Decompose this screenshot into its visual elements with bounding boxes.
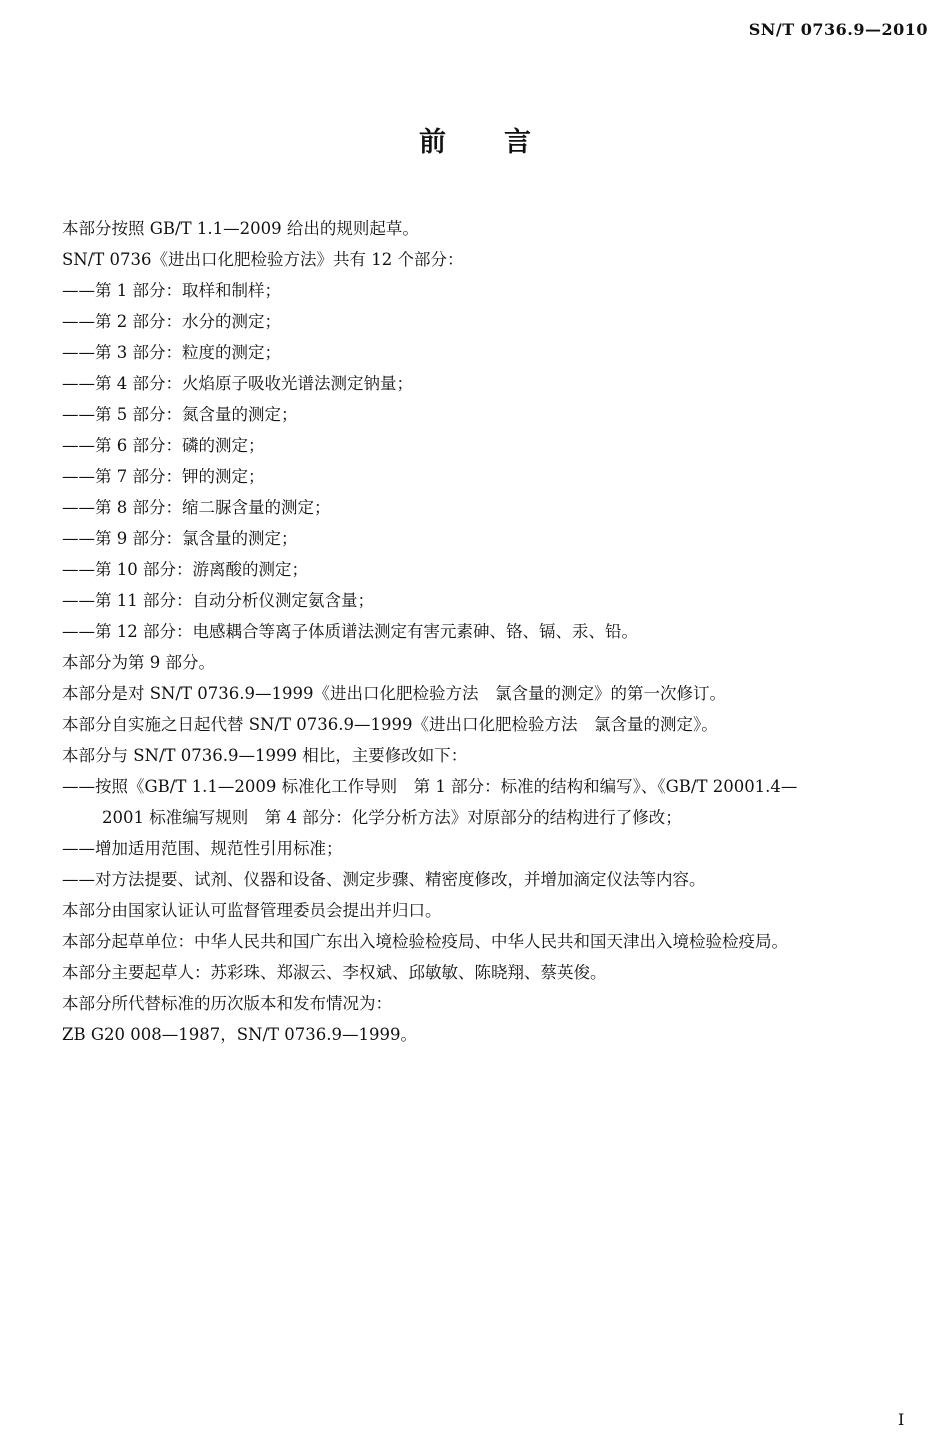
part-list-item: ——第 3 部分：粒度的测定； — [62, 343, 281, 362]
part-list-item: ——第 8 部分：缩二脲含量的测定； — [62, 498, 331, 517]
part-list-item: ——第 9 部分：氯含量的测定； — [62, 529, 298, 548]
standard-code-header: SN/T 0736.9—2010 — [748, 20, 928, 39]
foreword-body — [20, 213, 932, 1050]
replaces-line: 本部分自实施之日起代替 SN/T 0736.9—1999《进出口化肥检验方法 氯含量的测定》。 — [62, 715, 718, 734]
part-list-item: ——第 10 部分：游离酸的测定； — [62, 560, 308, 579]
part-list-item: ——第 11 部分：自动分析仪测定氨含量； — [62, 591, 374, 610]
revision-line: 本部分是对 SN/T 0736.9—1999《进出口化肥检验方法 氯含量的测定》的第一次修订。 — [62, 684, 727, 703]
part-list-item: ——第 12 部分：电感耦合等离子体质谱法测定有害元素砷、铬、镉、汞、铅。 — [62, 622, 638, 641]
part-list-item: ——第 4 部分：火焰原子吸收光谱法测定钠量； — [62, 374, 413, 393]
drafters-line: 本部分主要起草人：苏彩珠、郑淑云、李权斌、邱敏敏、陈晓翔、蔡英俊。 — [62, 963, 607, 982]
change-item-continuation: 2001 标准编写规则 第 4 部分：化学分析方法》对原部分的结构进行了修改； — [102, 808, 682, 827]
change-item: ——按照《GB/T 1.1—2009 标准化工作导则 第 1 部分：标准的结构和编写》、《GB/T 20001.4— — [62, 777, 798, 796]
part-list-item: ——第 1 部分：取样和制样； — [62, 281, 281, 300]
changes-intro-line: 本部分与 SN/T 0736.9—1999 相比，主要修改如下： — [62, 746, 468, 765]
part-list-item: ——第 6 部分：磷的测定； — [62, 436, 265, 455]
part-list-item: ——第 5 部分：氮含量的测定； — [62, 405, 298, 424]
drafting-units-paragraph: 本部分起草单位：中华人民共和国广东出入境检验检疫局、中华人民共和国天津出入境检验检疫局。 — [62, 932, 788, 951]
part-list-item: ——第 2 部分：水分的测定； — [62, 312, 281, 331]
change-item: ——增加适用范围、规范性引用标准； — [62, 839, 343, 858]
history-versions-line: ZB G20 008—1987，SN/T 0736.9—1999。 — [62, 1025, 418, 1044]
drafting-rule-line: 本部分按照 GB/T 1.1—2009 给出的规则起草。 — [62, 219, 419, 238]
page-number: I — [898, 1410, 905, 1429]
this-part-line: 本部分为第 9 部分。 — [62, 653, 215, 672]
part-list-item: ——第 7 部分：钾的测定； — [62, 467, 265, 486]
change-item: ——对方法提要、试剂、仪器和设备、测定步骤、精密度修改，并增加滴定仪法等内容。 — [62, 870, 706, 889]
series-intro-line: SN/T 0736《进出口化肥检验方法》共有 12 个部分： — [62, 250, 464, 269]
page-title: 前言 — [419, 127, 589, 158]
history-intro-line: 本部分所代替标准的历次版本和发布情况为： — [62, 994, 392, 1013]
proposer-line: 本部分由国家认证认可监督管理委员会提出并归口。 — [62, 901, 442, 920]
